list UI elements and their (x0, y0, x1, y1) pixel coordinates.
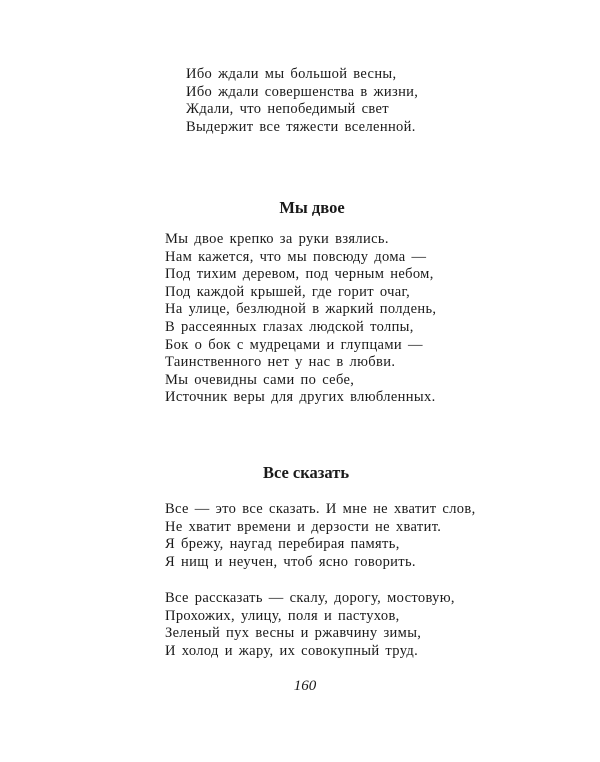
poem-line: Под каждой крышей, где горит очаг, (165, 283, 411, 300)
poem-line: Все — это все сказать. И мне не хватит слов, (165, 501, 476, 517)
poem-line: Выдержит все тяжести вселенной. (186, 118, 416, 135)
poem-line: В рассеянных глазах людской толпы, (165, 318, 414, 335)
poem-line: Источник веры для других влюбленных. (165, 389, 436, 406)
poem-title: Мы двое (279, 198, 345, 217)
poem-line: Зеленый пух весны и ржавчину зимы, (165, 625, 422, 642)
poem-line: И холод и жару, их совокупный труд. (165, 642, 419, 659)
poem-line: Прохожих, улицу, поля и пастухов, (165, 607, 400, 624)
poem-line: На улице, безлюдной в жаркий полдень, (165, 301, 437, 318)
poem-line: Бок о бок с мудрецами и глупцами — (165, 336, 423, 353)
poem-line: Под тихим деревом, под черным небом, (165, 266, 434, 283)
poem-line: Таинственного нет у нас в любви. (165, 354, 396, 371)
poem-line: Все рассказать — скалу, дорогу, мостовую, (165, 590, 455, 606)
poem-line: Мы двое крепко за руки взялись. (165, 231, 389, 247)
poem-stanza (165, 231, 436, 407)
poem-line: Ибо ждали совершенства в жизни, (186, 83, 419, 100)
poem-stanza (165, 501, 476, 571)
poem-line: Нам кажется, что мы повсюду дома — (165, 248, 427, 265)
poem-line: Я нищ и неучен, чтоб ясно говорить. (165, 553, 416, 570)
poem-title: Все сказать (262, 463, 350, 482)
poem-line: Ждали, что непобедимый свет (186, 101, 389, 118)
poem-line: Мы очевидны сами по себе, (165, 371, 355, 388)
poem-line: Не хватит времени и дерзости не хватит. (165, 518, 442, 535)
poem-stanza (165, 590, 455, 660)
poem-line: Я брежу, наугад перебирая память, (165, 536, 400, 553)
stanza-continuation (186, 66, 418, 136)
page-number: 160 (293, 678, 317, 694)
poem-line: Ибо ждали мы большой весны, (186, 66, 397, 82)
